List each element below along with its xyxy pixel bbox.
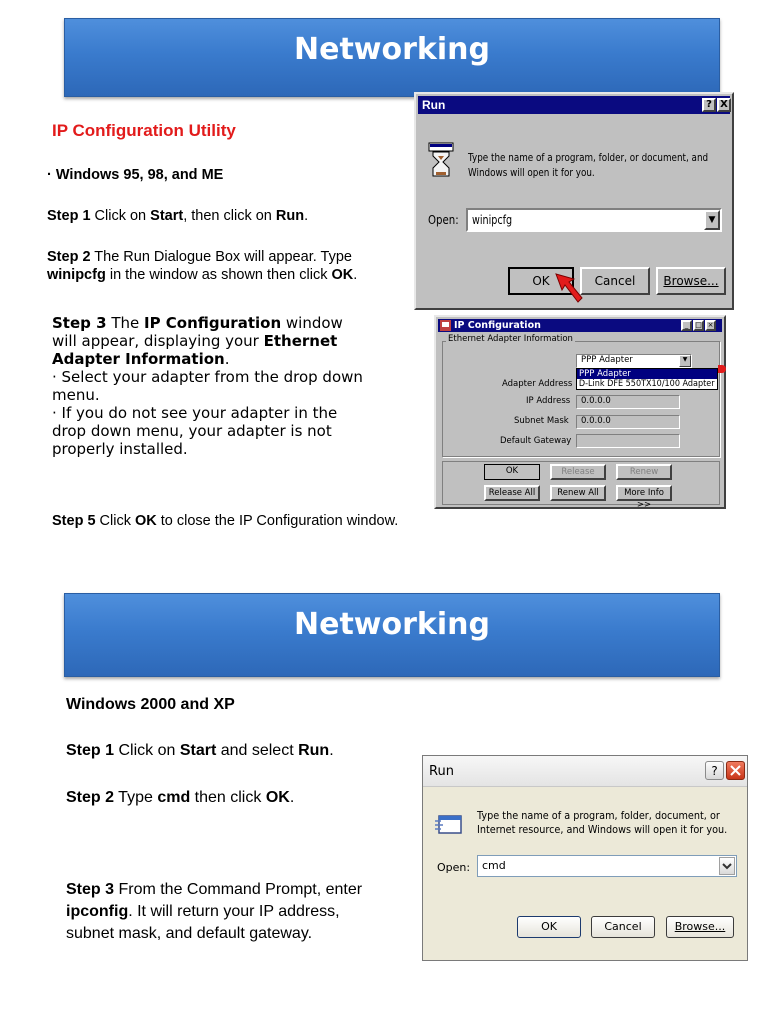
- xp-help-button[interactable]: ?: [705, 761, 724, 780]
- default-gateway-field: [576, 434, 680, 448]
- open-input[interactable]: winipcfg: [466, 208, 722, 232]
- xp-cancel-button[interactable]: Cancel: [591, 916, 655, 938]
- xp-open-label: Open:: [437, 861, 471, 874]
- adapter-select[interactable]: PPP Adapter: [576, 354, 692, 368]
- subnet-mask-label: Subnet Mask: [514, 416, 569, 426]
- slide1-heading: IP Configuration Utility: [52, 121, 236, 140]
- renew-all-button[interactable]: Renew All: [550, 485, 606, 501]
- adapter-dropdown-button[interactable]: ▼: [679, 355, 691, 367]
- slide2-banner: [64, 593, 720, 677]
- ip-configuration-dialog: [434, 315, 726, 509]
- slide2-title: Networking: [294, 607, 490, 642]
- open-label: Open:: [428, 213, 459, 227]
- help-button[interactable]: ?: [702, 98, 716, 112]
- more-info-button[interactable]: More Info >>: [616, 485, 672, 501]
- run-dialog-98: [414, 92, 734, 310]
- ip-close-button[interactable]: ×: [705, 320, 716, 331]
- xp-browse-button[interactable]: Browse...: [666, 916, 734, 938]
- slide2-step2: Step 2 Type cmd then click OK.: [66, 789, 295, 806]
- slide2-step1: Step 1 Click on Start and select Run.: [66, 742, 334, 759]
- ip-address-field: 0.0.0.0: [576, 395, 680, 409]
- run-program-icon: [428, 142, 454, 178]
- ok-button[interactable]: OK: [508, 267, 574, 295]
- run-description: Type the name of a program, folder, or document, and Windows will open it for you.: [468, 151, 709, 179]
- release-all-button[interactable]: Release All: [484, 485, 540, 501]
- slide2-step3: Step 3 From the Command Prompt, enter ipconfig. It will return your IP address, subnet mask, and default gateway.: [66, 881, 363, 942]
- slide1-step5: Step 5 Click OK to close the IP Configuration window.: [52, 513, 399, 529]
- slide2-heading: Windows 2000 and XP: [66, 696, 235, 713]
- xp-run-title: Run: [429, 764, 454, 779]
- xp-open-dropdown-button[interactable]: [719, 857, 735, 875]
- maximize-button[interactable]: □: [693, 320, 704, 331]
- run-dialog-xp: [422, 755, 748, 961]
- xp-run-description: Type the name of a program, folder, document, or Internet resource, and Windows will open it for you.: [477, 809, 728, 836]
- dropdown-option-ppp[interactable]: PPP Adapter: [577, 369, 717, 379]
- browse-button[interactable]: Browse...: [656, 267, 726, 295]
- chevron-down-icon: [720, 858, 734, 874]
- slide1-step1: Step 1 Click on Start, then click on Run.: [47, 208, 309, 224]
- slide1-title: Networking: [294, 32, 490, 67]
- open-dropdown-button[interactable]: ▼: [704, 210, 720, 230]
- ip-ok-button[interactable]: OK: [484, 464, 540, 480]
- slide1-step3: Step 3 The IP Configuration window will appear, displaying your Ethernet Adapter Information. · Select your adapter from the drop down menu. · If you do not see your adapter in the drop down menu, your adapter is not properly installed.: [52, 314, 363, 458]
- run-program-icon-xp: [435, 813, 463, 837]
- pointer-arrow-icon: [554, 272, 584, 306]
- default-gateway-label: Default Gateway: [500, 436, 572, 446]
- close-button[interactable]: X: [717, 98, 731, 112]
- run-dialog-xp-titlebar: [423, 756, 747, 787]
- group-label: Ethernet Adapter Information: [448, 334, 573, 344]
- adapter-dropdown-list[interactable]: [576, 368, 718, 390]
- ip-address-label: IP Address: [526, 396, 571, 406]
- close-icon: [727, 762, 744, 779]
- xp-ok-button[interactable]: OK: [517, 916, 581, 938]
- slide1-step2: Step 2 The Run Dialogue Box will appear. Type winipcfg in the window as shown then click OK.: [47, 249, 358, 283]
- xp-open-input[interactable]: cmd: [477, 855, 737, 877]
- release-button[interactable]: Release: [550, 464, 606, 480]
- xp-close-button[interactable]: [726, 761, 745, 780]
- cancel-button[interactable]: Cancel: [580, 267, 650, 295]
- network-icon: [440, 320, 451, 331]
- minimize-button[interactable]: _: [681, 320, 692, 331]
- red-marker: [718, 365, 726, 373]
- run-dialog-98-titlebar: Run: [418, 96, 730, 114]
- ip-config-titlebar: IP Configuration: [438, 319, 722, 332]
- adapter-address-label: Adapter Address: [502, 379, 573, 389]
- os-bullet: · Windows 95, 98, and ME: [47, 167, 224, 183]
- dropdown-option-dlink[interactable]: D-Link DFE 550TX10/100 Adapter: [578, 379, 715, 389]
- renew-button[interactable]: Renew: [616, 464, 672, 480]
- subnet-mask-field: 0.0.0.0: [576, 415, 680, 429]
- slide1-banner: [64, 18, 720, 97]
